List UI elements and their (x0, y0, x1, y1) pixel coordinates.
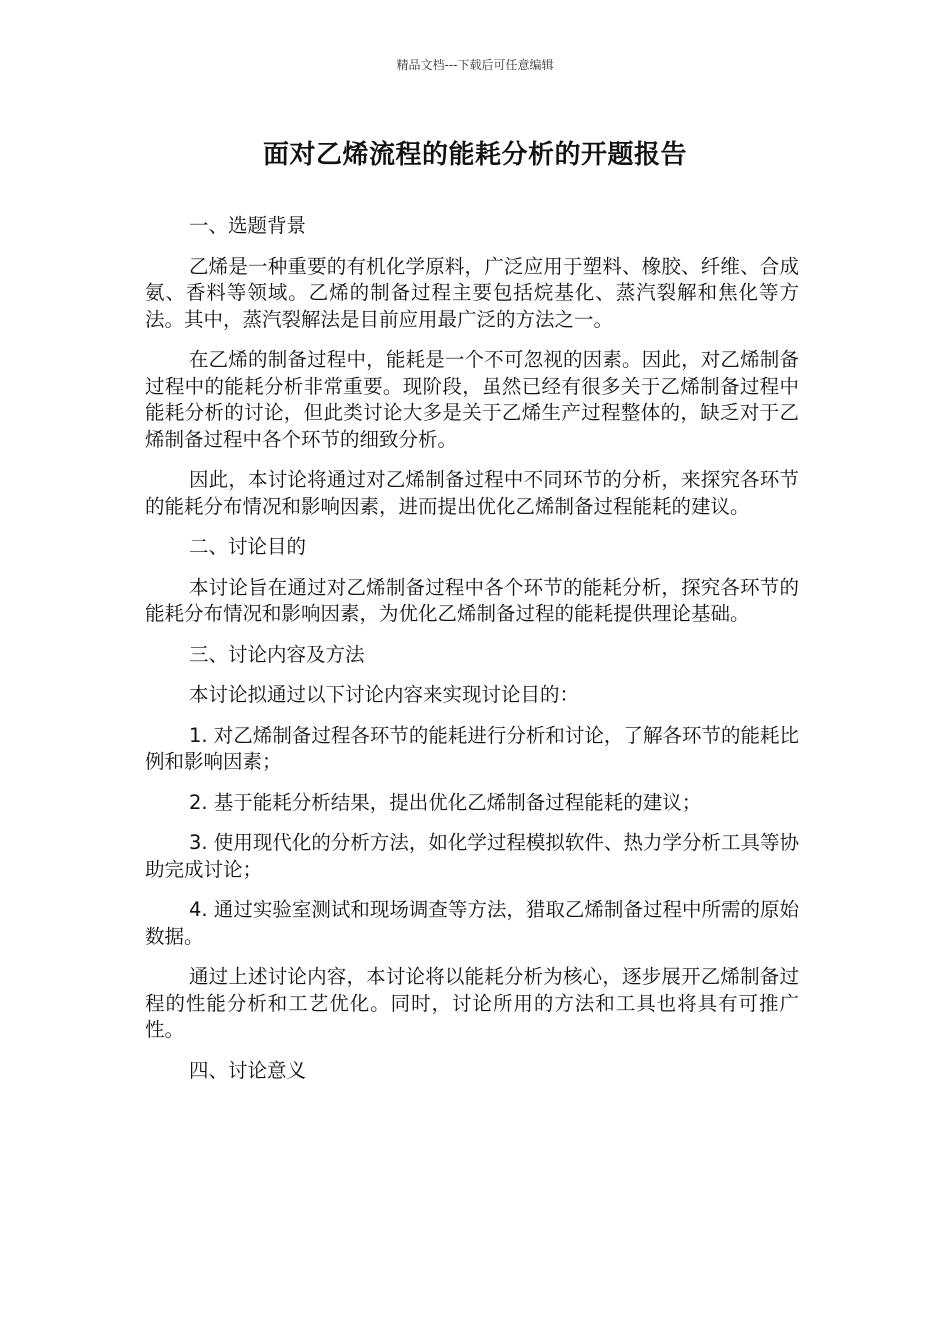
body-paragraph: 在乙烯的制备过程中，能耗是一个不可忽视的因素。因此，对乙烯制备过程中的能耗分析非常重要。现阶段，虽然已经有很多关于乙烯制备过程中能耗分析的讨论，但此类讨论大多是关于乙烯生产过程整体的，缺乏对于乙烯制备过程中各个环节的细致分析。 (145, 348, 799, 451)
section-heading: 一、选题背景 (189, 214, 307, 237)
section-heading: 三、讨论内容及方法 (189, 642, 365, 666)
page-header-watermark: 精品文档---下载后可任意编辑 (396, 58, 554, 72)
body-paragraph: 因此，本讨论将通过对乙烯制备过程中不同环节的分析，来探究各环节的能耗分布情况和影响因素，进而提出优化乙烯制备过程能耗的建议。 (145, 468, 799, 518)
body-paragraph: 本讨论拟通过以下讨论内容来实现讨论目的： (189, 683, 580, 706)
section-heading: 四、讨论意义 (189, 1058, 307, 1082)
body-paragraph: 乙烯是一种重要的有机化学原料，广泛应用于塑料、橡胶、纤维、合成氨、香料等领域。乙烯的制备过程主要包括烷基化、蒸汽裂解和焦化等方法。其中，蒸汽裂解法是目前应用最广泛的方法之一。 (145, 254, 799, 331)
body-paragraph: 通过上述讨论内容，本讨论将以能耗分析为核心，逐步展开乙烯制备过程的性能分析和工艺优化。同时，讨论所用的方法和工具也将具有可推广性。 (145, 965, 799, 1041)
list-item: 3. 使用现代化的分析方法，如化学过程模拟软件、热力学分析工具等协助完成讨论； (145, 831, 799, 881)
list-item: 1. 对乙烯制备过程各环节的能耗进行分析和讨论，了解各环节的能耗比例和影响因素； (145, 723, 799, 773)
body-paragraph: 本讨论旨在通过对乙烯制备过程中各个环节的能耗分析，探究各环节的能耗分布情况和影响因素，为优化乙烯制备过程的能耗提供理论基础。 (145, 575, 799, 625)
document-body (145, 213, 799, 1098)
section-heading: 二、讨论目的 (189, 535, 307, 558)
list-item: 4. 通过实验室测试和现场调查等方法，猎取乙烯制备过程中所需的原始数据。 (145, 898, 799, 948)
document-title: 面对乙烯流程的能耗分析的开题报告 (262, 140, 687, 170)
list-item: 2. 基于能耗分析结果，提出优化乙烯制备过程能耗的建议； (189, 790, 702, 814)
